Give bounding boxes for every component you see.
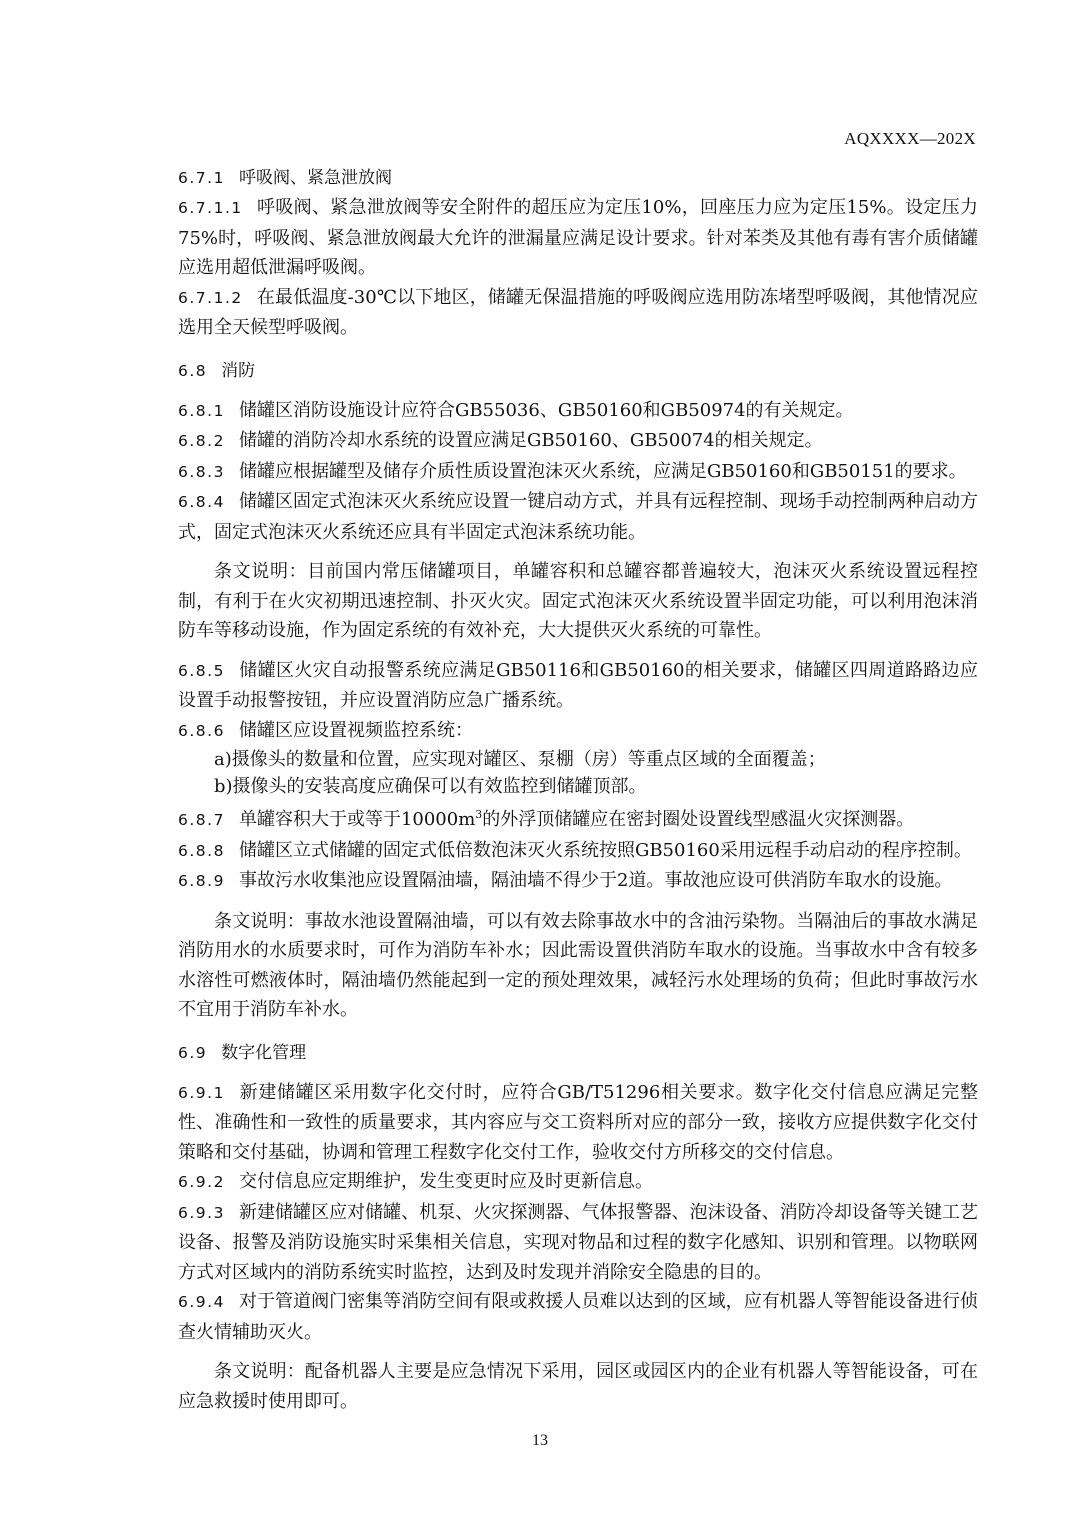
clause-text: 事故污水收集池应设置隔油墙，隔油墙不得少于2道。事故池应设可供消防车取水的设施。 (238, 870, 953, 891)
clause-number: 6.9.1 (178, 1083, 225, 1102)
clause-number: 6.8.4 (178, 493, 225, 511)
clause-text: 交付信息应定期维护，发生变更时应及时更新信息。 (238, 1171, 653, 1192)
clause-text-cont: 的外浮顶储罐应在密封圈处设置线型感温火灾探测器。 (482, 809, 915, 830)
clause-number: 6.7.1.1 (178, 199, 243, 217)
clause-text: 对于管道阀门密集等消防空间有限或救援人员难以达到的区域，应有机器人等智能设备进行侦查火情辅助灭火。 (178, 1291, 978, 1343)
clause-number: 6.8.2 (178, 432, 225, 450)
clause-6-8-1 (178, 396, 978, 427)
clause-number: 6.8.9 (178, 872, 225, 890)
clause-text: 储罐区消防设施设计应符合GB55036、GB50160和GB50974的有关规定。 (238, 399, 854, 421)
clause-number: 6.9.3 (178, 1203, 225, 1222)
clause-text: 储罐区固定式泡沫灭火系统应设置一键启动方式，并具有远程控制、现场手动控制两种启动方式，固定式泡沫灭火系统还应具有半固定式泡沫系统功能。 (178, 491, 978, 543)
clause-text: 储罐区火灾自动报警系统应满足GB50116和GB50160的相关要求，储罐区四周道路路边应设置手动报警按钮，并应设置消防应急广播系统。 (178, 659, 978, 711)
clause-number: 6.8.5 (178, 661, 225, 680)
clause-6-8-5 (178, 656, 978, 716)
clause-6-8-3 (178, 457, 978, 488)
clause-text: 新建储罐区采用数字化交付时，应符合GB/T51296相关要求。数字化交付信息应满足完整性、准确性和一致性的质量要求，其内容应与交工资料所对应的部分一致，接收方应提供数字化交付策略和交付基础，协调和管理工程数字化交付工作，验收交付方所移交的交付信息。 (178, 1081, 978, 1163)
clause-text: 呼吸阀、紧急泄放阀等安全附件的超压应为定压10%，回座压力应为定压15%。设定压力75%时，呼吸阀、紧急泄放阀最大允许的泄漏量应满足设计要求。针对苯类及其他有毒有害介质储罐应选用超低泄漏呼吸阀。 (178, 197, 978, 278)
clause-number: 6.9.2 (178, 1173, 225, 1191)
explanatory-note: 条文说明：目前国内常压储罐项目，单罐容积和总罐容都普遍较大，泡沫灭火系统设置远程控制，有利于在火灾初期迅速控制、扑灭火灾。固定式泡沫灭火系统设置半固定功能，可以利用泡沫消防车等移动设施，作为固定系统的有效补充，大大提供灭火系统的可靠性。 (178, 561, 978, 641)
clause-6-8-8 (178, 836, 978, 867)
section-title: 呼吸阀、紧急泄放阀 (238, 168, 392, 188)
explanatory-note: 条文说明：配备机器人主要是应急情况下采用，园区或园区内的企业有机器人等智能设备，可在应急救援时使用即可。 (178, 1361, 978, 1412)
clause-6-7-1-2 (178, 283, 978, 343)
section-number: 6.8 (178, 361, 208, 380)
list-item-b: b)摄像头的安装高度应确保可以有效监控到储罐顶部。 (214, 776, 647, 797)
clause-6-8-7 (178, 800, 978, 836)
clause-text: 储罐的消防冷却水系统的设置应满足GB50160、GB50074的相关规定。 (238, 430, 823, 451)
section-number: 6.9 (178, 1043, 208, 1062)
clause-6-9-1 (178, 1078, 978, 1168)
clause-6-8-6 (178, 716, 978, 747)
clause-6-8-4 (178, 487, 978, 547)
clause-text: 储罐区立式储罐的固定式低倍数泡沫灭火系统按照GB50160采用远程手动启动的程序控制。 (238, 839, 972, 861)
clause-6-8-2 (178, 426, 978, 457)
clause-number: 6.8.3 (178, 462, 225, 481)
section-heading-6-8 (178, 357, 978, 386)
clause-6-9-3 (178, 1198, 978, 1288)
section-title: 消防 (221, 360, 256, 381)
page-number: 13 (532, 1432, 548, 1449)
list-item-a: a)摄像头的数量和位置，应实现对罐区、泵棚（房）等重点区域的全面覆盖； (214, 749, 826, 770)
clause-number: 6.8.7 (178, 811, 225, 829)
clause-6-7-1-1 (178, 193, 978, 283)
superscript: 3 (475, 808, 483, 821)
clause-number: 6.8.1 (178, 401, 225, 420)
explanatory-note: 条文说明：事故水池设置隔油墙，可以有效去除事故水中的含油污染物。当隔油后的事故水满足消防用水的水质要求时，可作为消防车补水；因此需设置供消防车取水的设施。当事故水中含有较多水溶性可燃液体时，隔油墙仍然能起到一定的预处理效果，减轻污水处理场的负荷；但此时事故污水不宜用于消防车补水。 (178, 910, 978, 1020)
page-content (178, 164, 978, 1416)
clause-6-8-9 (178, 866, 978, 897)
clause-text: 储罐区应设置视频监控系统： (238, 719, 473, 741)
clause-number: 6.8.8 (178, 841, 225, 860)
clause-6-9-4 (178, 1287, 978, 1347)
document-code: AQXXXX—202X (844, 129, 976, 148)
clause-6-9-2 (178, 1167, 978, 1198)
section-title: 数字化管理 (221, 1042, 307, 1063)
clause-text: 储罐应根据罐型及储存介质性质设置泡沫灭火系统，应满足GB50160和GB50151的要求。 (238, 460, 967, 482)
clause-text: 新建储罐区应对储罐、机泵、火灾探测器、气体报警器、泡沫设备、消防冷却设备等关键工艺设备、报警及消防设施实时采集相关信息，实现对物品和过程的数字化感知、识别和管理。以物联网方式对区域内的消防系统实时监控，达到及时发现并消除安全隐患的目的。 (178, 1201, 978, 1283)
section-heading-6-9 (178, 1039, 978, 1068)
section-heading-6-7-1 (178, 164, 978, 193)
section-number: 6.7.1 (178, 169, 225, 187)
clause-number: 6.8.6 (178, 721, 225, 740)
clause-text: 在最低温度-30℃以下地区，储罐无保温措施的呼吸阀应选用防冻堵型呼吸阀，其他情况应选用全天候型呼吸阀。 (178, 286, 978, 338)
clause-number: 6.7.1.2 (178, 288, 243, 307)
clause-text: 单罐容积大于或等于10000m (238, 809, 476, 830)
clause-number: 6.9.4 (178, 1293, 225, 1311)
